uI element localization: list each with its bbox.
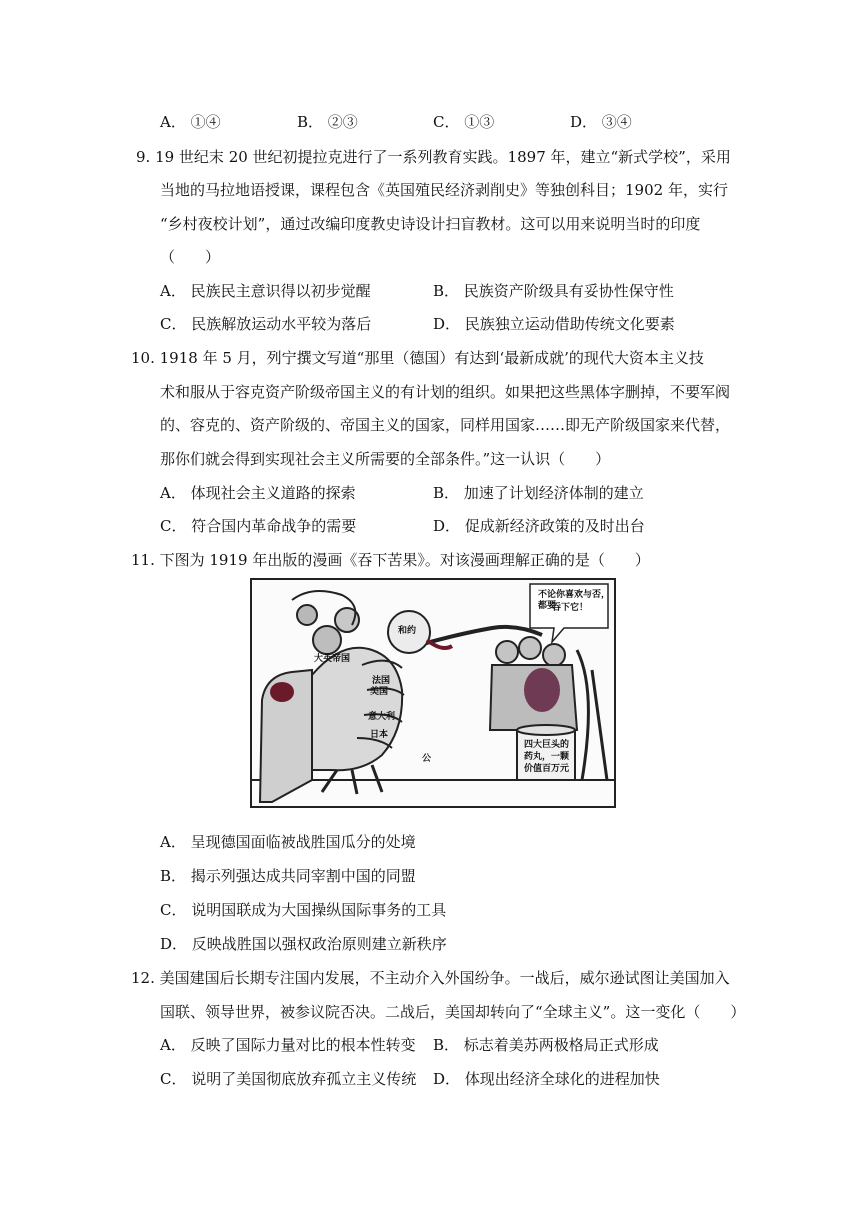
box-line-1: 四大巨头的	[524, 740, 570, 750]
label-britain: 大英帝国	[314, 654, 351, 664]
q11-option-d[interactable]: D． 反映战胜国以强权政治原则建立新秩序	[160, 935, 447, 953]
q8-option-c[interactable]: C． ①③	[433, 113, 495, 131]
q10-option-d[interactable]: D． 促成新经济政策的及时出台	[433, 517, 645, 535]
speech-line-2: 吞下它！	[552, 603, 589, 613]
q10-stem-line-2: 术和服从于容克资产阶级帝国主义的有计划的组织。如果把这些黑体字删掉，不要军阀	[160, 383, 731, 401]
q12-option-c[interactable]: C． 说明了美国彻底放弃孤立主义传统	[160, 1070, 417, 1088]
q9-option-c[interactable]: C． 民族解放运动水平较为落后	[160, 315, 372, 333]
q9-stem-line-3: “乡村夜校计划”，通过改编印度教史诗设计扫盲教材。这可以用来说明当时的印度	[160, 215, 701, 233]
q9-stem-line-4: （ ）	[160, 248, 221, 266]
q9-stem-line-2: 当地的马拉地语授课，课程包含《英国殖民经济剥削史》等独创科目；1902 年，实行	[160, 181, 728, 199]
q10-option-b[interactable]: B． 加速了计划经济体制的建立	[433, 484, 644, 502]
spoon-label: 和约	[398, 626, 417, 636]
q12-option-d[interactable]: D． 体现出经济全球化的进程加快	[433, 1070, 660, 1088]
q12-stem-line-1: 12. 美国建国后长期专注国内发展，不主动介入外国纷争。一战后，威尔逊试图让美国加入	[131, 969, 730, 987]
label-usa: 美国	[370, 687, 389, 697]
label-italy: 意大利	[368, 712, 396, 722]
q11-option-b[interactable]: B． 揭示列强达成共同宰割中国的同盟	[160, 867, 416, 885]
q11-stem: 11. 下图为 1919 年出版的漫画《吞下苦果》。对该漫画理解正确的是（ ）	[131, 551, 650, 569]
q10-option-c[interactable]: C． 符合国内革命战争的需要	[160, 517, 357, 535]
q12-option-b[interactable]: B． 标志着美苏两极格局正式形成	[433, 1036, 659, 1054]
q10-stem-line-3: 的、容克的、资产阶级的、帝国主义的国家，同样用国家……即无产阶级国家来代替，	[160, 416, 731, 434]
q11-option-c[interactable]: C． 说明国联成为大国操纵国际事务的工具	[160, 901, 447, 919]
q9-stem-line-1: 9. 19 世纪末 20 世纪初提拉克进行了一系列教育实践。1897 年，建立“新式学校”，采用	[136, 148, 731, 166]
label-france: 法国	[372, 676, 391, 686]
q9-option-b[interactable]: B． 民族资产阶级具有妥协性保守性	[433, 282, 674, 300]
q8-option-a[interactable]: A． ①④	[160, 113, 221, 131]
box-line-3: 价值百万元	[524, 764, 570, 774]
cartoon-image	[250, 578, 616, 808]
q8-option-b[interactable]: B． ②③	[297, 113, 358, 131]
box-line-2: 药丸，一颗	[524, 752, 570, 762]
q12-option-a[interactable]: A． 反映了国际力量对比的根本性转变	[160, 1036, 416, 1054]
q11-option-a[interactable]: A． 呈现德国面临被战胜国瓜分的处境	[160, 833, 416, 851]
label-japan: 日本	[370, 730, 389, 740]
q12-stem-line-2: 国联、领导世界，被参议院否决。二战后，美国却转向了“全球主义”。这一变化（ ）	[160, 1003, 746, 1021]
q9-option-a[interactable]: A． 民族民主意识得以初步觉醒	[160, 282, 371, 300]
label-gong: 公	[422, 754, 432, 764]
q9-option-d[interactable]: D． 民族独立运动借助传统文化要素	[433, 315, 675, 333]
speech-line-1: 不论你喜欢与否，都要	[538, 590, 611, 611]
q10-stem-line-4: 那你们就会得到实现社会主义所需要的全部条件。”这一认识（ ）	[160, 450, 611, 468]
q10-stem-line-1: 10. 1918 年 5 月，列宁撰文写道“那里（德国）有达到‘最新成就’的现代大资本主义技	[131, 349, 704, 367]
q10-option-a[interactable]: A． 体现社会主义道路的探索	[160, 484, 356, 502]
q8-option-d[interactable]: D． ③④	[570, 113, 632, 131]
